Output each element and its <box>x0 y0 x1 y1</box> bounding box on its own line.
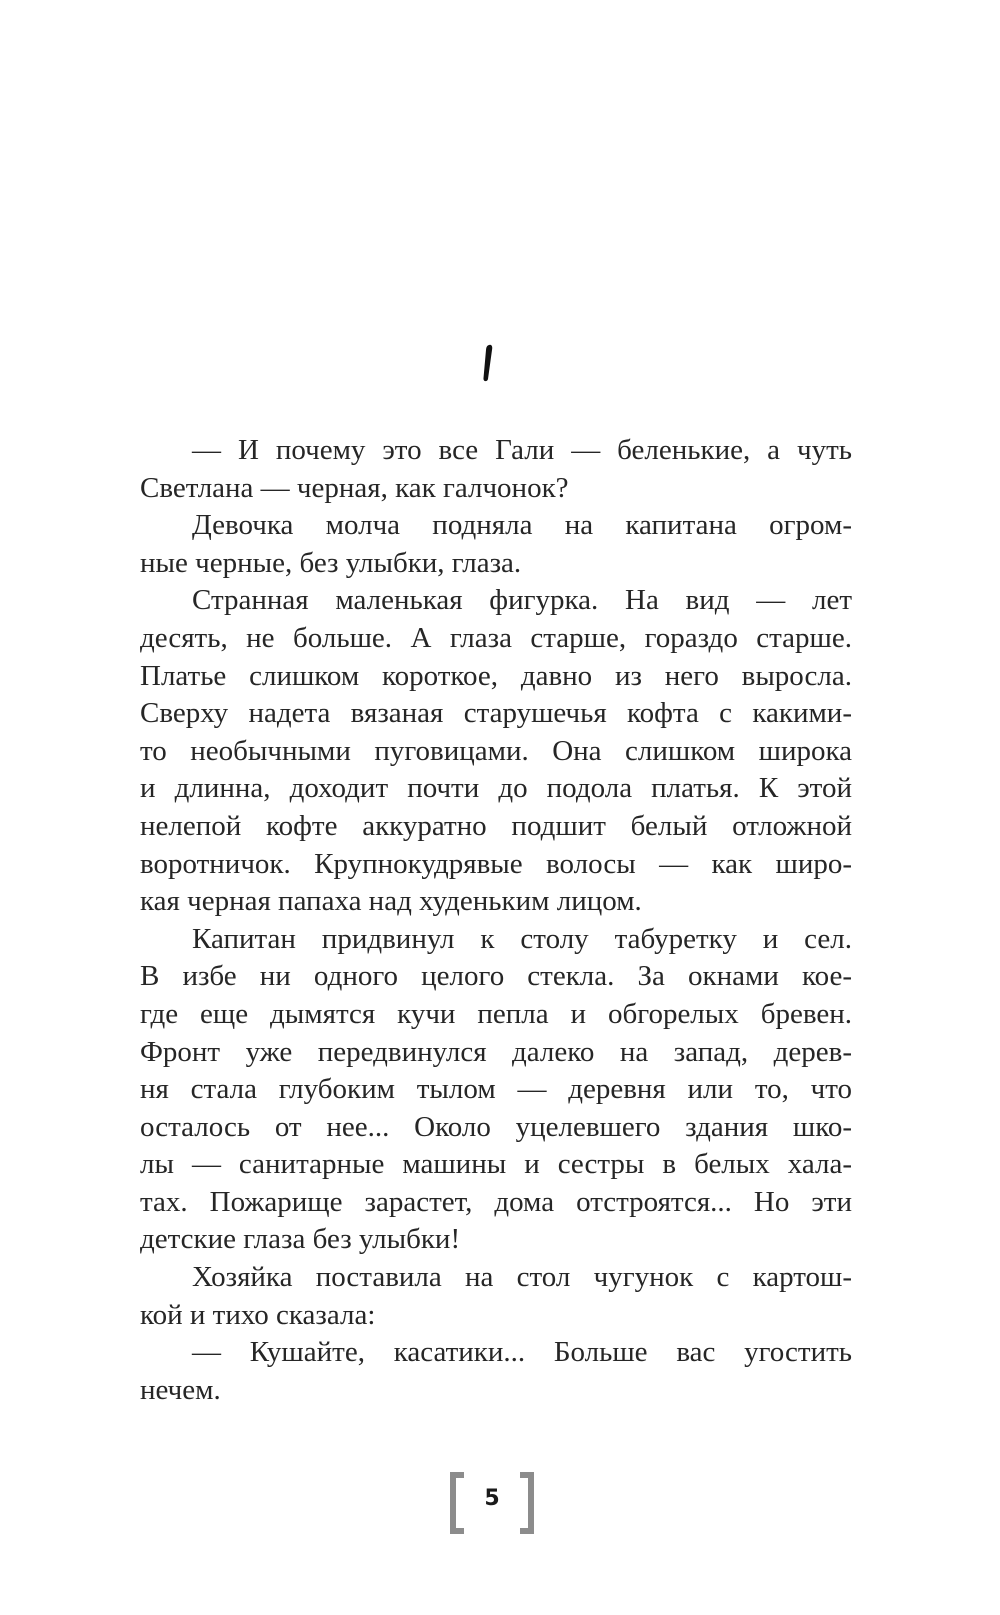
page-number-box <box>450 1472 534 1536</box>
text-line: В избе ни одного целого стекла. За окнами кое- <box>140 960 852 993</box>
text-line: нелепой кофте аккуратно подшит белый отложной <box>140 809 852 842</box>
text-line: лы — санитарные машины и сестры в белых хала- <box>140 1148 852 1181</box>
body-text <box>140 432 852 1409</box>
text-line: кая черная папаха над худеньким лицом. <box>140 885 642 918</box>
text-line: — И почему это все Гали — беленькие, а чуть <box>192 434 852 466</box>
text-line: Платье слишком короткое, давно из него выросла. <box>140 659 852 692</box>
right-bracket <box>520 1472 534 1534</box>
text-line: нечем. <box>140 1373 221 1406</box>
chapter-number-mark <box>480 343 496 383</box>
text-line: Сверху надета вязаная старушечья кофта с какими- <box>140 697 852 730</box>
text-line: кой и тихо сказала: <box>140 1298 376 1331</box>
text-line: тах. Пожарище зарастет, дома отстроятся... Но эти <box>140 1185 852 1218</box>
text-line: Хозяйка поставила на стол чугунок с картош- <box>192 1261 852 1294</box>
text-line: где еще дымятся кучи пепла и обгорелых бревен. <box>140 997 852 1030</box>
text-line: — Кушайте, касатики... Больше вас угостить <box>192 1336 852 1369</box>
text-line: Светлана — черная, как галчонок? <box>140 471 569 504</box>
text-line: воротничок. Крупнокудрявые волосы — как широ- <box>140 847 852 880</box>
page-number: 5 <box>484 1486 500 1511</box>
text-line: детские глаза без улыбки! <box>140 1223 461 1256</box>
text-line: Капитан придвинул к столу табуретку и сел. <box>192 922 852 955</box>
text-line: Странная маленькая фигурка. На вид — лет <box>192 584 852 617</box>
text-line: Девочка молча подняла на капитана огром- <box>192 509 852 542</box>
text-line: осталось от нее... Около уцелевшего здания шко- <box>140 1110 852 1143</box>
text-line: Фронт уже передвинулся далеко на запад, дерев- <box>140 1035 852 1068</box>
text-line: десять, не больше. А глаза старше, гораздо старше. <box>140 621 852 654</box>
text-line: и длинна, доходит почти до подола платья. К этой <box>140 772 852 805</box>
text-line: то необычными пуговицами. Она слишком широка <box>140 734 852 767</box>
text-line: ня стала глубоким тылом — деревня или то, что <box>140 1073 852 1106</box>
text-line: ные черные, без улыбки, глаза. <box>140 546 522 579</box>
